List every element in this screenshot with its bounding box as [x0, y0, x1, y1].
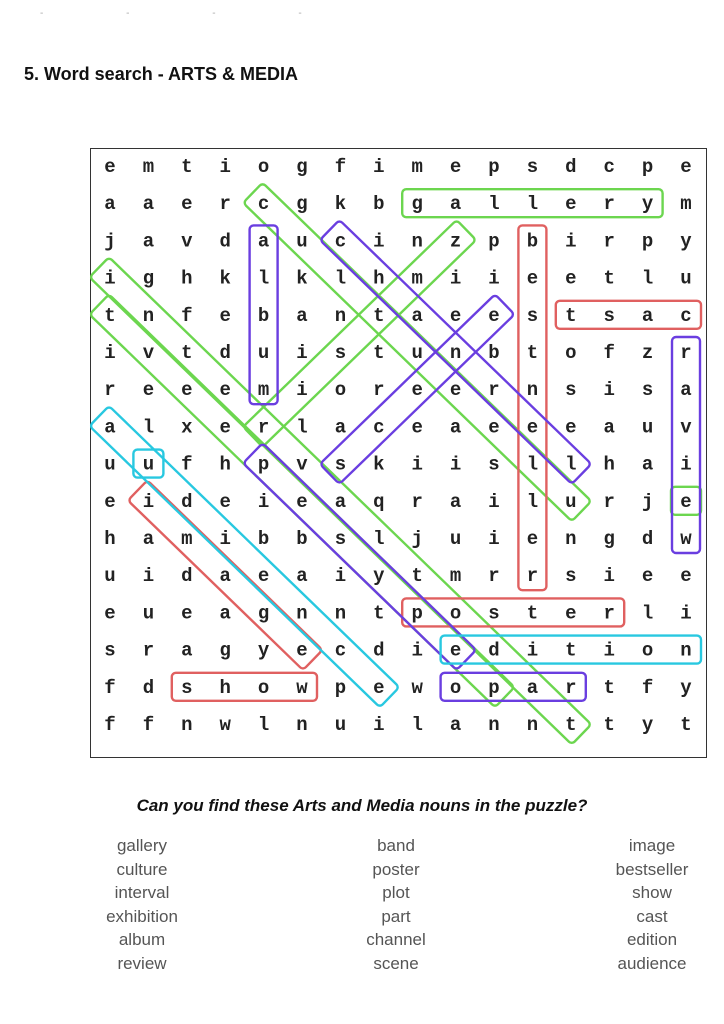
- grid-letter: i: [334, 565, 347, 588]
- grid-letter: x: [181, 416, 193, 439]
- grid-letter: r: [104, 379, 116, 402]
- grid-letter: r: [488, 379, 500, 402]
- grid-letter: e: [449, 639, 462, 662]
- grid-letter: e: [526, 416, 539, 439]
- grid-letter: e: [565, 602, 577, 625]
- word-list-column-2: [296, 834, 496, 975]
- grid-letter: a: [296, 565, 308, 588]
- grid-letter: t: [565, 639, 577, 662]
- grid-letter: u: [565, 490, 577, 513]
- grid-letter: i: [219, 156, 231, 178]
- grid-letter: u: [257, 342, 270, 364]
- grid-letter: d: [565, 156, 577, 178]
- grid-letter: g: [296, 193, 308, 216]
- word-list-item: part: [381, 906, 411, 926]
- grid-letter: e: [142, 379, 155, 402]
- grid-letter: d: [641, 528, 654, 550]
- grid-letter: b: [373, 193, 385, 216]
- grid-letter: i: [449, 267, 462, 290]
- grid-letter: l: [334, 267, 347, 290]
- grid-letter: h: [104, 528, 116, 550]
- grid-letter: a: [334, 416, 347, 439]
- grid-letter: f: [181, 453, 193, 476]
- grid-letter: p: [641, 156, 654, 178]
- grid-letter: u: [334, 714, 347, 736]
- grid-letter: s: [526, 156, 539, 178]
- word-list-item: plot: [382, 883, 410, 902]
- grid-letter: f: [104, 714, 116, 736]
- grid-letter: t: [373, 304, 385, 327]
- grid-letter: z: [641, 342, 654, 364]
- word-list-item: scene: [373, 953, 419, 973]
- grid-letter: t: [603, 267, 615, 290]
- grid-letter: a: [142, 193, 155, 216]
- grid-letter: e: [641, 565, 654, 588]
- grid-letter: n: [334, 304, 347, 327]
- grid-letter: e: [680, 490, 692, 513]
- grid-letter: k: [334, 193, 347, 216]
- grid-letter: s: [641, 379, 654, 402]
- grid-letter: h: [603, 453, 615, 476]
- grid-letter: t: [373, 342, 385, 364]
- grid-letter: i: [603, 639, 615, 662]
- grid-letter: r: [603, 602, 615, 625]
- grid-letter: a: [334, 490, 347, 513]
- grid-letter: e: [219, 416, 231, 439]
- grid-letter: h: [219, 676, 231, 699]
- grid-letter: y: [680, 676, 692, 699]
- grid-letter: u: [296, 230, 308, 253]
- grid-letter: d: [181, 565, 193, 588]
- grid-letter: a: [641, 453, 654, 476]
- grid-letter: l: [142, 416, 155, 439]
- grid-letter: t: [411, 565, 423, 588]
- grid-letter: p: [334, 676, 347, 699]
- grid-letter: g: [603, 528, 615, 550]
- grid-letter: i: [603, 565, 615, 588]
- grid-letter: r: [373, 379, 385, 402]
- grid-letter: d: [142, 676, 155, 699]
- grid-letter: s: [565, 565, 577, 588]
- grid-letter: i: [104, 267, 116, 290]
- grid-letter: i: [373, 714, 385, 736]
- grid-letter: i: [488, 267, 500, 290]
- grid-letter: i: [488, 490, 500, 513]
- grid-letter: s: [181, 676, 193, 699]
- word-list-item: culture: [116, 859, 168, 879]
- grid-letter: h: [181, 267, 193, 290]
- instruction-text: Can you find these Arts and Media nouns in the puzzle?: [136, 796, 588, 815]
- grid-letter: y: [257, 639, 270, 662]
- grid-letter: o: [334, 379, 347, 402]
- grid-letter: t: [680, 714, 692, 736]
- word-list-item: album: [118, 930, 166, 949]
- grid-letter: u: [104, 453, 116, 476]
- word-list-item: bestseller: [615, 859, 689, 879]
- grid-letter: n: [488, 714, 500, 736]
- grid-letter: u: [142, 602, 155, 625]
- grid-letter: g: [142, 267, 155, 290]
- grid-letter: e: [181, 602, 193, 625]
- grid-letter: e: [219, 379, 231, 402]
- grid-letter: t: [603, 714, 615, 736]
- grid-letter: r: [526, 565, 539, 588]
- grid-letter: v: [181, 230, 193, 253]
- grid-letter: t: [526, 602, 539, 625]
- grid-letter: j: [104, 230, 116, 253]
- grid-letter: e: [565, 193, 577, 216]
- grid-letter: t: [526, 342, 539, 364]
- grid-letter: n: [680, 639, 692, 662]
- grid-letter: e: [680, 565, 692, 588]
- grid-letter: k: [296, 267, 308, 290]
- grid-letter: h: [373, 267, 385, 290]
- grid-letter: a: [680, 379, 692, 402]
- grid-letter: o: [641, 639, 654, 662]
- grid-letter: f: [142, 714, 155, 736]
- grid-letter: v: [142, 342, 155, 364]
- grid-letter: d: [373, 639, 385, 662]
- grid-letter: e: [449, 304, 462, 327]
- grid-letter: v: [296, 453, 308, 476]
- grid-letter: i: [296, 342, 308, 364]
- grid-letter: e: [449, 156, 462, 178]
- word-list-item: gallery: [116, 836, 168, 855]
- grid-letter: u: [449, 528, 462, 550]
- grid-letter: i: [603, 379, 615, 402]
- grid-letter: o: [257, 156, 270, 178]
- grid-letter: n: [411, 230, 423, 253]
- grid-letter: n: [449, 342, 462, 364]
- grid-letter: a: [142, 528, 155, 550]
- grid-letter: e: [296, 639, 308, 662]
- grid-letter: n: [334, 602, 347, 625]
- word-list-item: audience: [617, 953, 687, 973]
- grid-letter: b: [488, 342, 500, 364]
- grid-letter: s: [334, 342, 347, 364]
- grid-letter: i: [373, 230, 385, 253]
- grid-letter: a: [104, 193, 116, 216]
- grid-letter: e: [488, 416, 500, 439]
- header-marks: - - - -: [40, 8, 342, 19]
- grid-letter: f: [603, 342, 615, 364]
- grid-letter: e: [526, 267, 539, 290]
- grid-letter: p: [257, 453, 270, 476]
- grid-letter: i: [373, 156, 385, 178]
- grid-letter: a: [603, 416, 615, 439]
- grid-letter: m: [181, 528, 193, 550]
- grid-letter: e: [565, 267, 577, 290]
- grid-letter: e: [565, 416, 577, 439]
- grid-letter: s: [603, 304, 615, 327]
- grid-letter: e: [257, 565, 270, 588]
- grid-letter: a: [449, 714, 462, 736]
- grid-letter: d: [181, 490, 193, 513]
- grid-letter: p: [488, 230, 500, 253]
- word-list-item: interval: [114, 883, 170, 902]
- grid-letter: e: [373, 676, 385, 699]
- grid-letter: r: [603, 230, 615, 253]
- grid-letter: e: [219, 490, 231, 513]
- word-list-item: edition: [626, 930, 678, 949]
- grid-letter: t: [565, 304, 577, 327]
- grid-letter: j: [641, 490, 654, 513]
- grid-letter: i: [104, 342, 116, 364]
- grid-letter: i: [526, 639, 539, 662]
- grid-letter: z: [449, 230, 462, 253]
- word-list-item: band: [377, 836, 415, 855]
- grid-letter: e: [680, 156, 692, 178]
- grid-letter: l: [526, 490, 539, 513]
- grid-letter: k: [219, 267, 231, 290]
- grid-letter: m: [411, 267, 423, 290]
- word-list-item: cast: [636, 906, 668, 926]
- grid-letter: t: [373, 602, 385, 625]
- grid-letter: l: [641, 267, 654, 290]
- grid-letter: y: [373, 565, 385, 588]
- grid-letter: i: [219, 528, 231, 550]
- grid-letter: s: [334, 528, 347, 550]
- grid-letter: r: [603, 490, 615, 513]
- grid-letter: u: [104, 565, 116, 588]
- grid-letter: b: [526, 230, 539, 253]
- grid-letter: n: [565, 528, 577, 550]
- word-list-item: show: [632, 883, 672, 902]
- grid-letter: s: [488, 602, 500, 625]
- word-list-item: channel: [366, 930, 426, 949]
- grid-letter: k: [373, 453, 385, 476]
- grid-letter: o: [449, 676, 462, 699]
- grid-letter: f: [104, 676, 116, 699]
- grid-letter: n: [142, 304, 155, 327]
- grid-letter: l: [296, 416, 308, 439]
- grid-letter: c: [603, 156, 615, 178]
- grid-letter: u: [142, 453, 155, 476]
- grid-letter: s: [334, 453, 347, 476]
- grid-letter: a: [449, 490, 462, 513]
- grid-letter: t: [181, 342, 193, 364]
- grid-letter: n: [181, 714, 193, 736]
- grid-letter: n: [296, 602, 308, 625]
- grid-letter: t: [181, 156, 193, 178]
- grid-letter: p: [488, 676, 500, 699]
- grid-letter: e: [488, 304, 500, 327]
- grid-letter: r: [142, 639, 155, 662]
- word-list-column-3: [552, 834, 724, 975]
- grid-letter: w: [219, 714, 231, 736]
- grid-letter: i: [680, 602, 692, 625]
- grid-letter: o: [257, 676, 270, 699]
- grid-letter: i: [142, 490, 155, 513]
- grid-letter: g: [257, 602, 270, 625]
- grid-letter: i: [411, 453, 423, 476]
- grid-letter: i: [257, 490, 270, 513]
- grid-letter: y: [641, 193, 654, 216]
- grid-letter: d: [488, 639, 500, 662]
- word-list-item: image: [628, 836, 676, 855]
- grid-letter: c: [257, 193, 270, 216]
- grid-letter: e: [219, 304, 231, 327]
- grid-letter: r: [411, 490, 423, 513]
- grid-letter: l: [488, 193, 500, 216]
- grid-letter: c: [680, 304, 692, 327]
- word-list-item: review: [117, 953, 167, 973]
- grid-letter: a: [104, 416, 116, 439]
- grid-letter: a: [257, 230, 270, 253]
- grid-letter: a: [449, 193, 462, 216]
- grid-letter: i: [142, 565, 155, 588]
- grid-letter: c: [334, 639, 347, 662]
- grid-letter: e: [181, 193, 193, 216]
- grid-letter: a: [181, 639, 193, 662]
- word-list-column-1: [42, 834, 242, 975]
- grid-letter: e: [181, 379, 193, 402]
- grid-letter: i: [449, 453, 462, 476]
- grid-letter: h: [219, 453, 231, 476]
- grid-letter: y: [680, 230, 692, 253]
- grid-letter: b: [296, 528, 308, 550]
- grid-letter: a: [526, 676, 539, 699]
- grid-letter: l: [526, 193, 539, 216]
- grid-letter: e: [104, 490, 116, 513]
- grid-letter: d: [219, 230, 231, 253]
- grid-letter: j: [411, 528, 423, 550]
- grid-letter: s: [565, 379, 577, 402]
- grid-letter: e: [449, 379, 462, 402]
- grid-letter: a: [641, 304, 654, 327]
- grid-letter: g: [219, 639, 231, 662]
- grid-letter: a: [219, 602, 231, 625]
- grid-letter: t: [603, 676, 615, 699]
- grid-letter: a: [219, 565, 231, 588]
- grid-letter: r: [565, 676, 577, 699]
- grid-letter: n: [296, 714, 308, 736]
- grid-letter: g: [411, 193, 423, 216]
- grid-letter: c: [334, 230, 347, 253]
- grid-letter: m: [411, 156, 423, 178]
- grid-letter: a: [411, 304, 423, 327]
- grid-letter: e: [411, 379, 423, 402]
- grid-letter: f: [334, 156, 347, 178]
- grid-letter: s: [104, 639, 116, 662]
- grid-letter: w: [296, 676, 308, 699]
- grid-letter: i: [680, 453, 692, 476]
- grid-letter: e: [104, 156, 116, 178]
- grid-letter: v: [680, 416, 692, 439]
- grid-letter: t: [565, 714, 577, 736]
- grid-letter: n: [526, 714, 539, 736]
- grid-letter: f: [641, 676, 654, 699]
- grid-letter: e: [526, 528, 539, 550]
- grid-letter: i: [488, 528, 500, 550]
- grid-letter: r: [603, 193, 615, 216]
- grid-letter: p: [641, 230, 654, 253]
- word-list-item: poster: [372, 859, 420, 879]
- grid-letter: i: [411, 639, 423, 662]
- grid-letter: m: [142, 156, 155, 178]
- grid-letter: p: [488, 156, 500, 178]
- grid-letter: l: [526, 453, 539, 476]
- grid-letter: o: [449, 602, 462, 625]
- grid-letter: l: [257, 714, 270, 736]
- grid-letter: u: [411, 342, 423, 364]
- grid-letter: m: [257, 379, 270, 402]
- grid-letter: r: [680, 342, 692, 364]
- grid-letter: w: [411, 676, 423, 699]
- grid-letter: u: [680, 267, 692, 290]
- grid-letter: w: [680, 528, 692, 550]
- grid-letter: s: [526, 304, 539, 327]
- grid-letter: l: [257, 267, 270, 290]
- grid-letter: i: [296, 379, 308, 402]
- grid-letter: n: [526, 379, 539, 402]
- grid-letter: a: [142, 230, 155, 253]
- grid-letter: i: [565, 230, 577, 253]
- grid-letter: d: [219, 342, 231, 364]
- word-list-item: exhibition: [106, 906, 178, 926]
- grid-letter: l: [641, 602, 654, 625]
- grid-letter: u: [641, 416, 654, 439]
- grid-letter: r: [219, 193, 231, 216]
- grid-letter: t: [104, 304, 116, 327]
- grid-letter: b: [257, 528, 270, 550]
- grid-letter: e: [411, 416, 423, 439]
- grid-letter: o: [565, 342, 577, 364]
- grid-letter: l: [565, 453, 577, 476]
- grid-letter: s: [488, 453, 500, 476]
- page-title: 5. Word search - ARTS & MEDIA: [24, 64, 299, 84]
- grid-letter: a: [449, 416, 462, 439]
- grid-letter: l: [373, 528, 385, 550]
- word-search-grid: [90, 148, 707, 758]
- grid-letter: m: [680, 193, 692, 216]
- grid-letter: e: [296, 490, 308, 513]
- grid-letter: q: [373, 490, 385, 513]
- grid-letter: b: [257, 304, 270, 327]
- grid-letter: c: [373, 416, 385, 439]
- grid-letter: m: [449, 565, 462, 588]
- grid-letter: f: [181, 304, 193, 327]
- grid-letter: l: [411, 714, 423, 736]
- grid-letter: e: [104, 602, 116, 625]
- grid-letter: a: [296, 304, 308, 327]
- grid-letter: y: [641, 714, 654, 736]
- grid-letter: p: [411, 602, 423, 625]
- grid-letter: g: [296, 156, 308, 178]
- grid-letter: r: [488, 565, 500, 588]
- grid-letter: r: [257, 416, 270, 439]
